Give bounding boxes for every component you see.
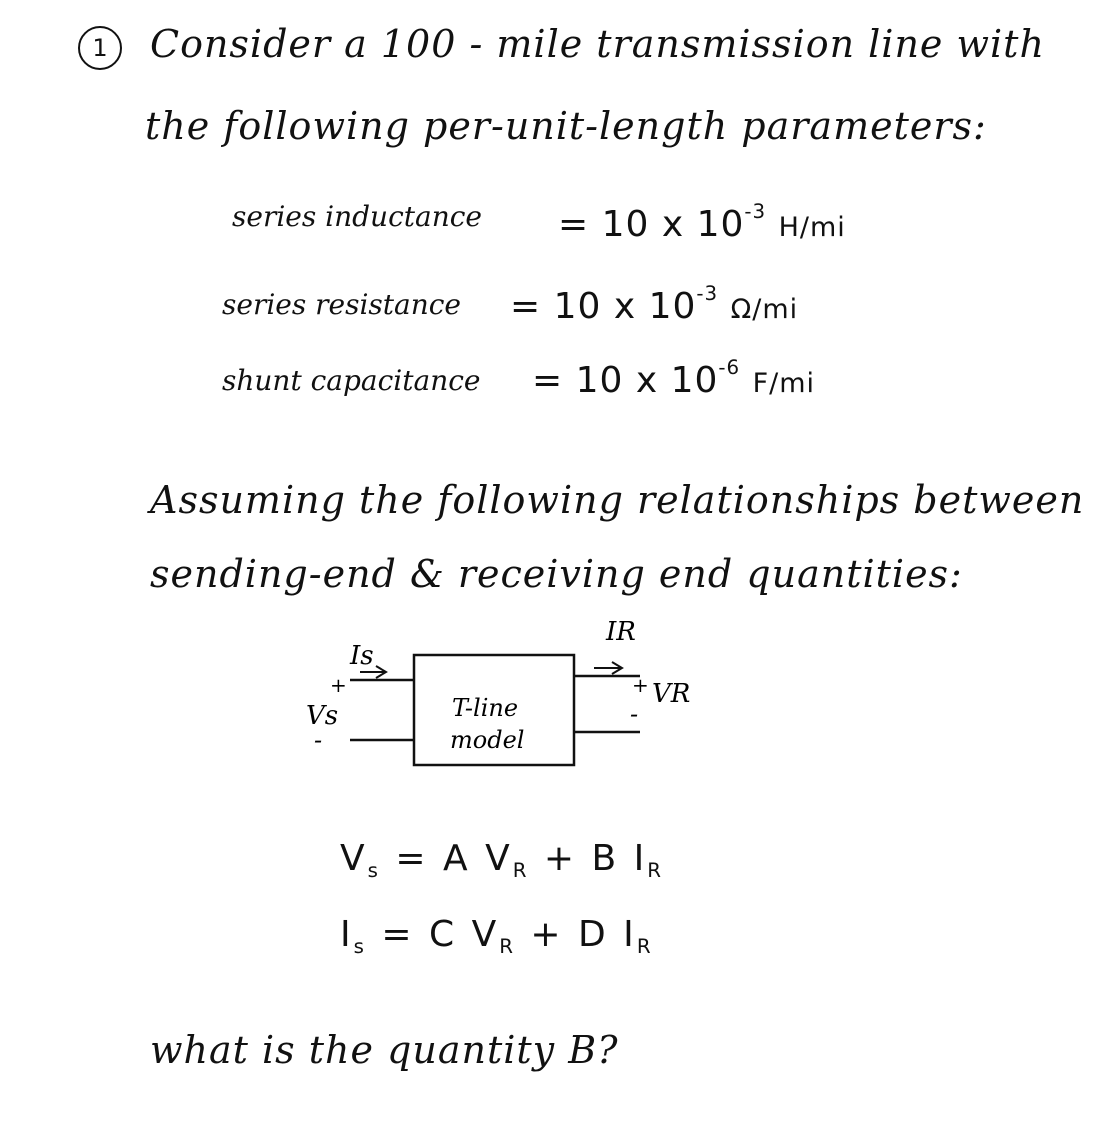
parameter-mantissa: = 10 x 10 [532, 359, 719, 401]
equation-2-term-a: = C V [381, 914, 500, 955]
question: what is the quantity B? [150, 1028, 619, 1072]
parameter-label: series inductance [232, 200, 482, 233]
parameter-label: shunt capacitance [222, 364, 481, 397]
box-label-line-2: model [450, 726, 525, 754]
equation-1-term-b: + B I [529, 838, 648, 879]
assumption-line-2: sending-end & receiving end quantities: [150, 552, 963, 596]
sending-voltage-label: Vs [306, 701, 339, 731]
equation-1-term-b-sub: R [647, 858, 665, 882]
equation-2-lhs: I [340, 914, 354, 955]
equation-2-lhs-sub: s [353, 934, 367, 958]
parameter-exponent: -6 [718, 356, 741, 379]
receiving-voltage-label: VR [652, 679, 691, 709]
equation-1 [340, 838, 664, 882]
receiving-plus-sign: + [632, 673, 649, 697]
equation-2-term-b: + D I [515, 914, 637, 955]
receiving-minus-sign: - [630, 700, 639, 728]
parameter-unit: H/mi [778, 211, 846, 243]
equation-2-term-b-sub: R [636, 934, 654, 958]
intro-line-2: the following per-unit-length parameters: [145, 104, 987, 148]
parameter-label: series resistance [222, 288, 461, 321]
receiving-current-label: IR [606, 617, 636, 647]
assumption-line-1: Assuming the following relationships between [150, 478, 1085, 522]
parameter-unit: F/mi [752, 367, 816, 399]
equation-1-lhs-sub: s [367, 858, 381, 882]
equation-1-lhs: V [340, 838, 368, 879]
parameter-mantissa: = 10 x 10 [510, 285, 697, 327]
equation-1-term-a: = A V [395, 838, 513, 879]
sending-plus-sign: + [330, 673, 347, 697]
parameter-unit: Ω/mi [730, 293, 799, 325]
equation-1-term-a-sub: R [512, 858, 530, 882]
equation-2-term-a-sub: R [499, 934, 516, 958]
equation-2 [340, 914, 654, 958]
intro-line-1: Consider a 100 - mile transmission line with [150, 22, 1045, 66]
parameter-mantissa: = 10 x 10 [558, 203, 745, 245]
sending-current-label: Is [350, 641, 374, 671]
problem-number: 1 [78, 26, 122, 70]
parameter-exponent: -3 [696, 282, 719, 305]
sending-minus-sign: - [314, 726, 323, 754]
box-label-line-1: T-line [452, 694, 519, 722]
receiving-current-arrow [594, 662, 622, 674]
parameter-exponent: -3 [744, 200, 767, 223]
